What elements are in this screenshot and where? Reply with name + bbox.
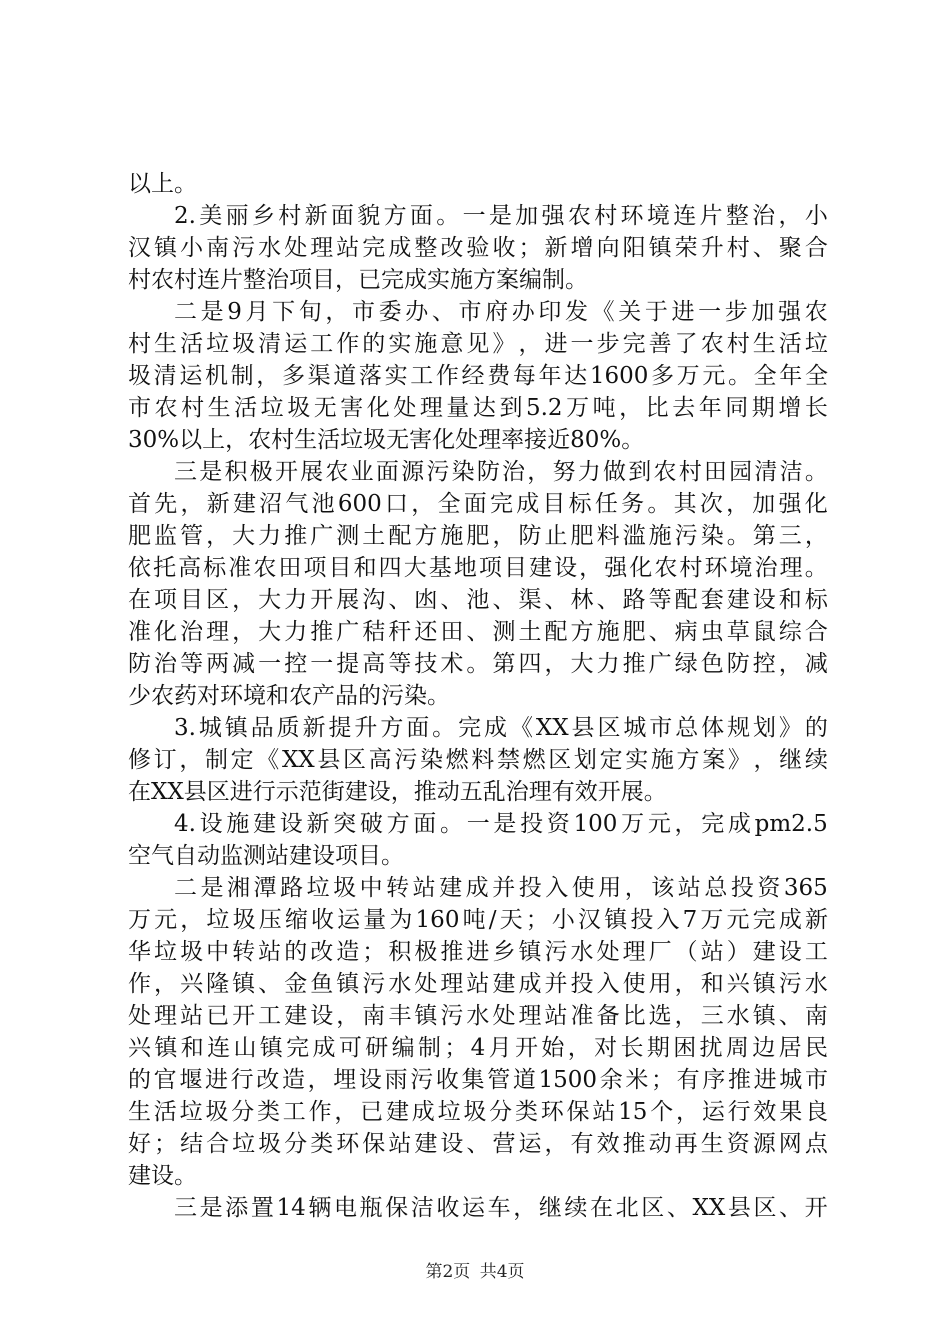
- text-line: 建设。: [128, 1163, 197, 1189]
- document-body: [128, 168, 828, 1224]
- text-line: 二 是 9 月 下 旬 ， 市 委 办 、 市 府 办 印 发 《 关 于 进 一 步 加 强 农: [174, 299, 828, 325]
- text-line: 村 生 活 垃 圾 清 运 工 作 的 实 施 意 见 》 ， 进 一 步 完 善 了 农 村 生 活 垃: [128, 331, 828, 357]
- text-line: 作 ， 兴 隆 镇 、 金 鱼 镇 污 水 处 理 站 建 成 并 投 入 使 用 ， 和 兴 镇 污 水: [128, 971, 828, 997]
- text-line: 圾 清 运 机 制 ， 多 渠 道 落 实 工 作 经 费 每 年 达 1600 多 万 元 。 全 年 全: [128, 363, 828, 389]
- text-line: 肥 监 管 ， 大 力 推 广 测 土 配 方 施 肥 ， 防 止 肥 料 滥 施 污 染 。 第 三 ，: [128, 523, 828, 549]
- text-line: 汉 镇 小 南 污 水 处 理 站 完 成 整 改 验 收 ； 新 增 向 阳 镇 荣 升 村 、 聚 合: [128, 235, 828, 261]
- text-line: 华 垃 圾 中 转 站 的 改 造 ； 积 极 推 进 乡 镇 污 水 处 理 厂 （ 站 ） 建 设 工: [128, 939, 828, 965]
- text-line: 的 官 堰 进 行 改 造 ， 埋 设 雨 污 收 集 管 道 1500 余 米 ； 有 序 推 进 城 市: [128, 1067, 828, 1093]
- text-line: 防 治 等 两 减 一 控 一 提 高 等 技 术 。 第 四 ， 大 力 推 广 绿 色 防 控 ， 减: [128, 651, 828, 677]
- paragraph-lines: [128, 168, 828, 1224]
- text-line: 兴 镇 和 连 山 镇 完 成 可 研 编 制 ； 4 月 开 始 ， 对 长 期 困 扰 周 边 居 民: [128, 1035, 828, 1061]
- text-line: 二 是 湘 潭 路 垃 圾 中 转 站 建 成 并 投 入 使 用 ， 该 站 总 投 资 365: [174, 875, 828, 901]
- text-line: 村农村连片整治项目，已完成实施方案编制。: [128, 267, 588, 293]
- text-line: 处 理 站 已 开 工 建 设 ， 南 丰 镇 污 水 处 理 站 准 备 比 选 ， 三 水 镇 、 南: [128, 1003, 828, 1029]
- text-line: 30%以上，农村生活垃圾无害化处理率接近80%。: [128, 427, 645, 453]
- text-line: 依 托 高 标 准 农 田 项 目 和 四 大 基 地 项 目 建 设 ， 强 化 农 村 环 境 治 理 。: [128, 555, 828, 581]
- text-line: 好 ； 结 合 垃 圾 分 类 环 保 站 建 设 、 营 运 ， 有 效 推 动 再 生 资 源 网 点: [128, 1131, 828, 1157]
- text-line: 少农药对环境和农产品的污染。: [128, 683, 450, 709]
- text-line: 生 活 垃 圾 分 类 工 作 ， 已 建 成 垃 圾 分 类 环 保 站 15 个 ， 运 行 效 果 良: [128, 1099, 828, 1125]
- text-line: 万 元 ， 垃 圾 压 缩 收 运 量 为 160 吨 / 天 ； 小 汉 镇 投 入 7 万 元 完 成 新: [128, 907, 828, 933]
- text-line: 首 先 ， 新 建 沼 气 池 600 口 ， 全 面 完 成 目 标 任 务 。 其 次 ， 加 强 化: [128, 491, 828, 517]
- text-line: 在 项 目 区 ， 大 力 开 展 沟 、 凼 、 池 、 渠 、 林 、 路 等 配 套 建 设 和 标: [128, 587, 828, 613]
- text-line: 三 是 添 置 14 辆 电 瓶 保 洁 收 运 车 ， 继 续 在 北 区 、 XX 县 区 、 开: [174, 1195, 828, 1221]
- page-number-footer: 第2页 共4页: [425, 1262, 525, 1282]
- text-line: 以上。: [128, 171, 197, 197]
- text-line: 准 化 治 理 ， 大 力 推 广 秸 秆 还 田 、 测 土 配 方 施 肥 、 病 虫 草 鼠 综 合: [128, 619, 828, 645]
- text-line: 在XX县区进行示范街建设，推动五乱治理有效开展。: [128, 779, 667, 805]
- text-line: 4. 设 施 建 设 新 突 破 方 面 。 一 是 投 资 100 万 元 ， 完 成 pm2.5: [174, 811, 828, 837]
- text-line: 空气自动监测站建设项目。: [128, 843, 404, 869]
- text-line: 3. 城 镇 品 质 新 提 升 方 面 。 完 成 《 XX 县 区 城 市 总 体 规 划 》 的: [174, 715, 828, 741]
- text-line: 市 农 村 生 活 垃 圾 无 害 化 处 理 量 达 到 5.2 万 吨 ， 比 去 年 同 期 增 长: [128, 395, 828, 421]
- text-line: 修 订 ， 制 定 《 XX 县 区 高 污 染 燃 料 禁 燃 区 划 定 实 施 方 案 》 ， 继 续: [128, 747, 828, 773]
- text-line: 三 是 积 极 开 展 农 业 面 源 污 染 防 治 ， 努 力 做 到 农 村 田 园 清 洁 。: [174, 459, 828, 485]
- text-line: 2. 美 丽 乡 村 新 面 貌 方 面 。 一 是 加 强 农 村 环 境 连 片 整 治 ， 小: [174, 203, 828, 229]
